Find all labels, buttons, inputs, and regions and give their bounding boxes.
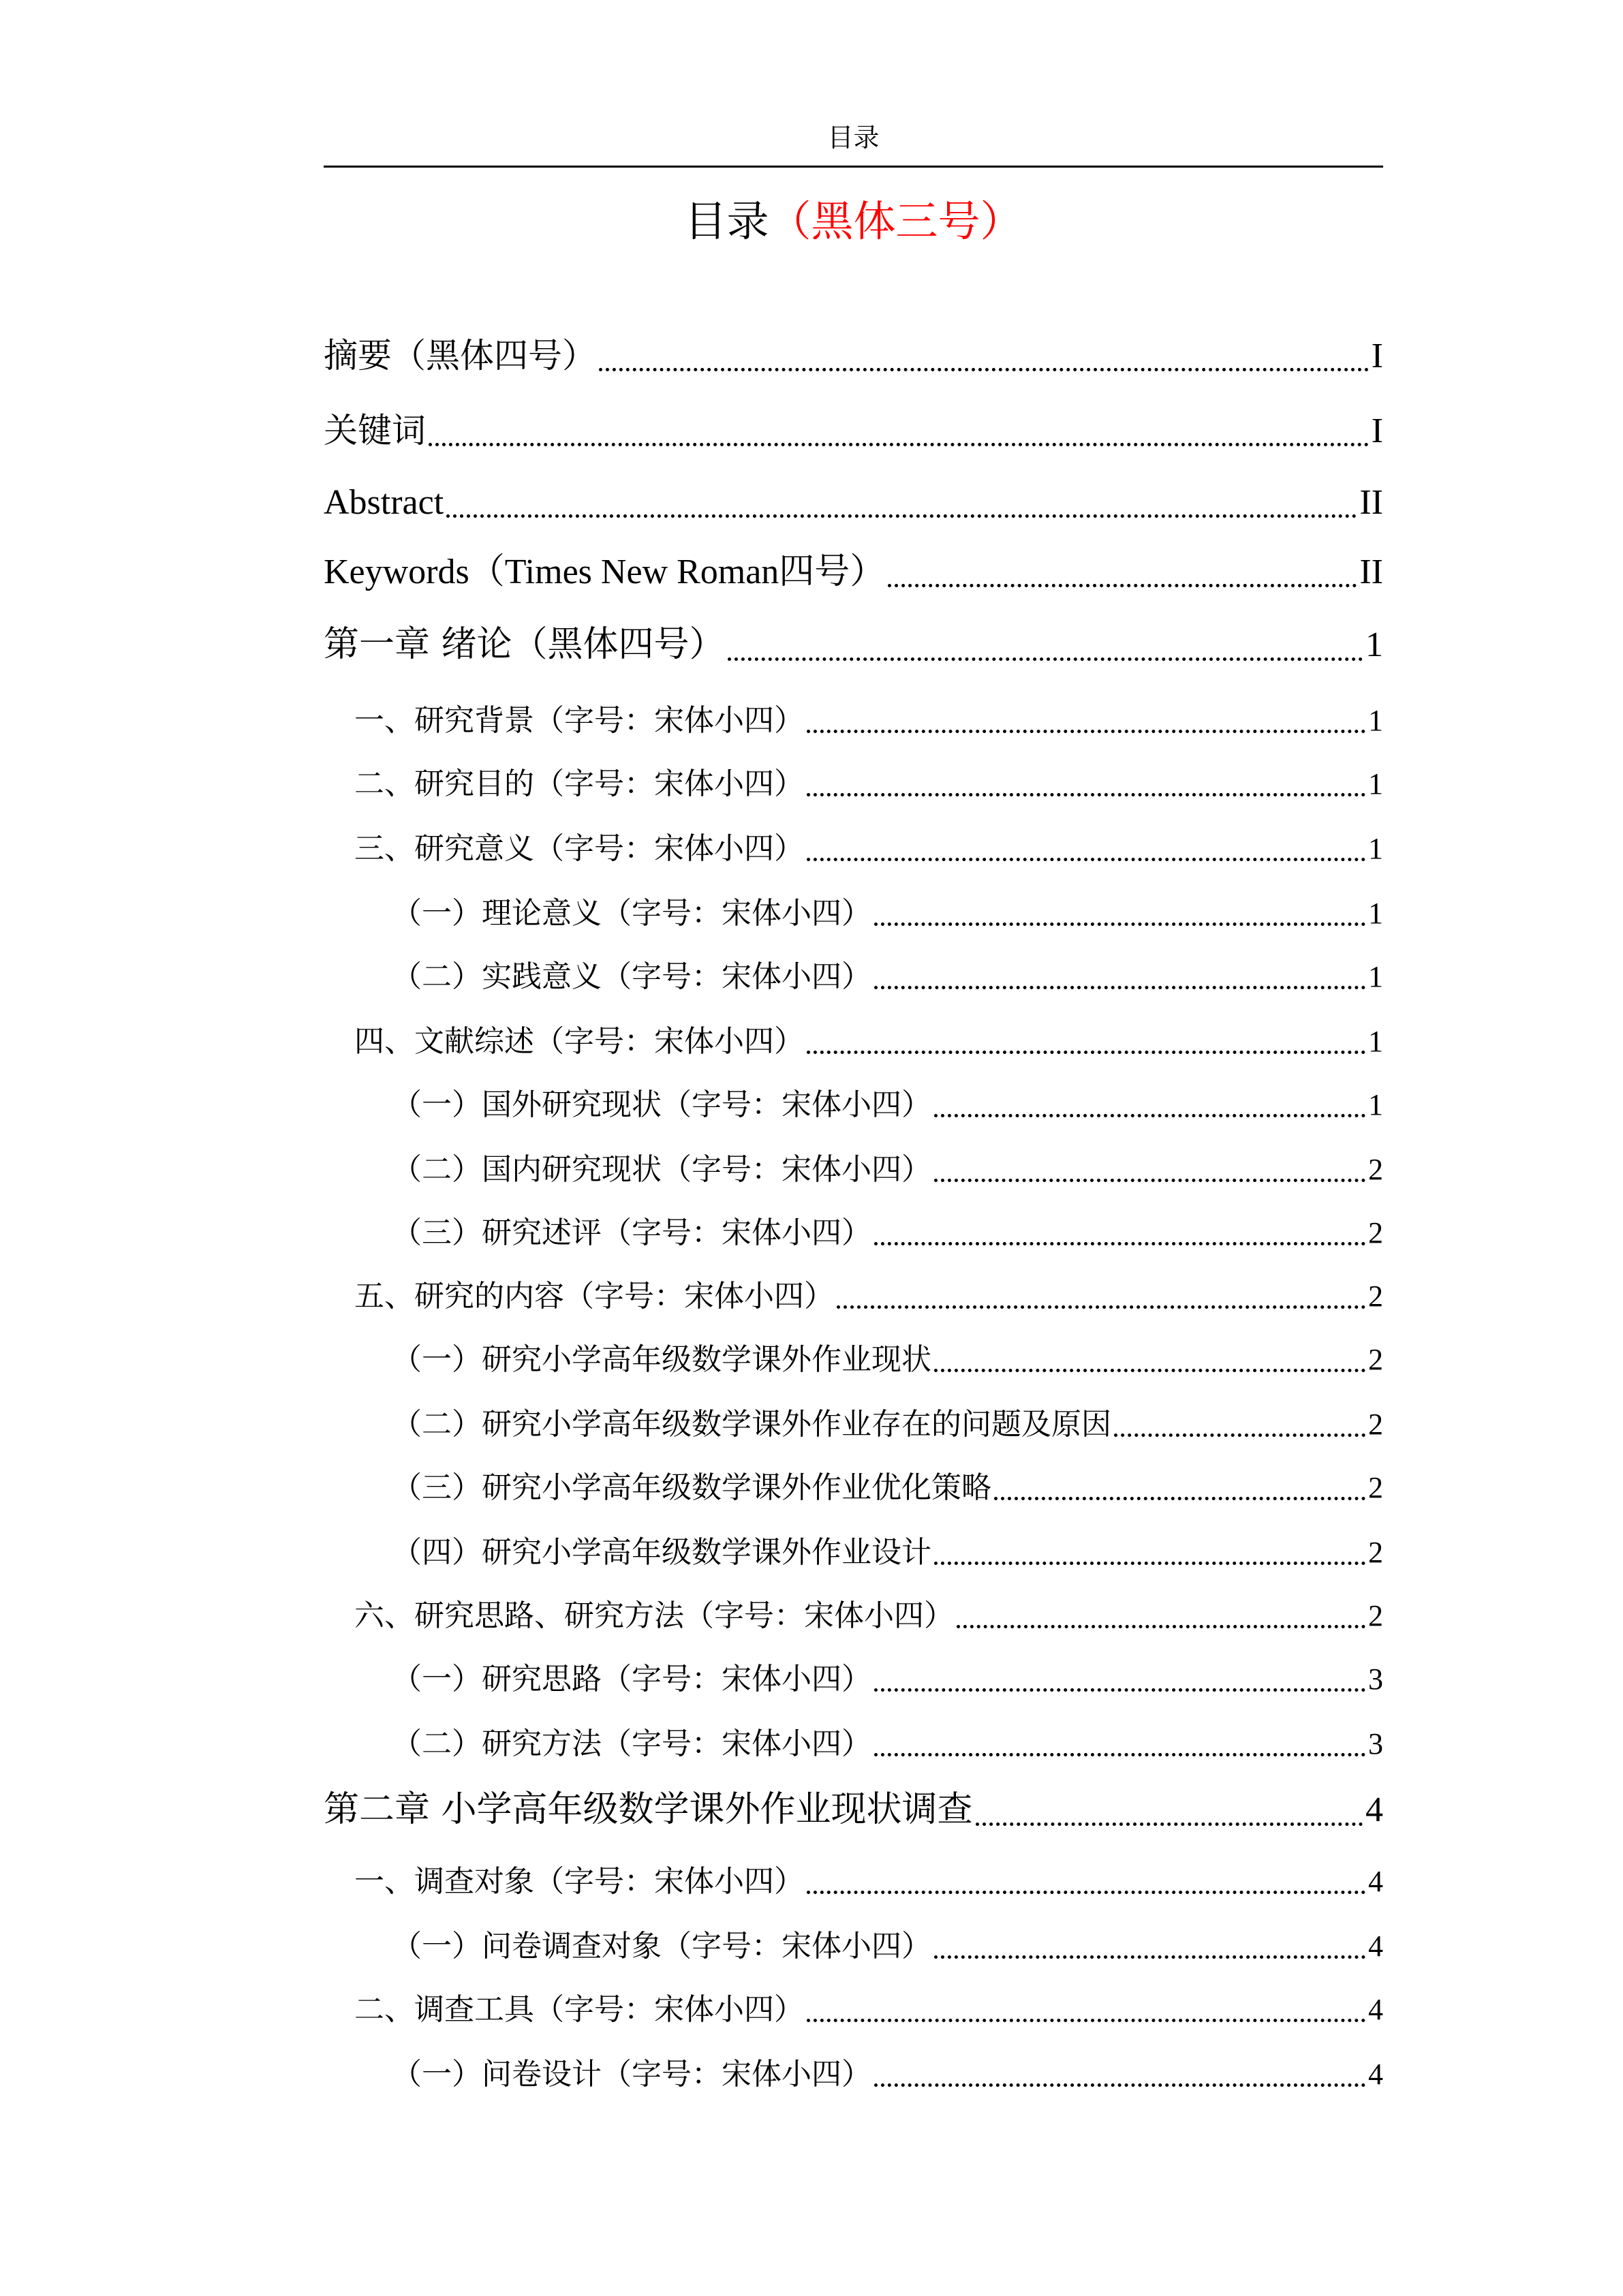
toc-entry-page-number: 2: [1368, 1216, 1383, 1250]
dot-leader: [934, 1179, 1365, 1182]
toc-entry[interactable]: [324, 334, 1383, 378]
toc-entry[interactable]: [324, 1469, 1383, 1507]
toc-entry-label: （三）研究小学高年级数学课外作业优化策略: [392, 1470, 991, 1505]
toc-entry-label: 摘要（黑体四号）: [324, 336, 596, 375]
toc-entry-page-number: 4: [1368, 1929, 1383, 1963]
toc-entry-page-number: 2: [1368, 1279, 1383, 1313]
toc-entry-label: Keywords（Times New Roman四号）: [324, 553, 886, 591]
toc-entry-label: （二）研究方法（字号：宋体小四）: [392, 1726, 871, 1761]
running-header: [324, 121, 1383, 154]
toc-entry[interactable]: [324, 1214, 1383, 1252]
dot-leader: [934, 1369, 1365, 1372]
dot-leader: [599, 368, 1369, 371]
dot-leader: [957, 1625, 1365, 1628]
page-title-main: 目录: [684, 196, 769, 246]
toc-entry-page-number: 1: [1368, 1025, 1383, 1058]
toc-entry-page-number: II: [1359, 483, 1383, 522]
toc-entry-label: 关键词: [324, 411, 426, 450]
toc-entry[interactable]: [324, 765, 1383, 803]
dot-leader: [976, 1822, 1363, 1826]
toc-entry-page-number: 1: [1368, 1088, 1383, 1121]
toc-entry[interactable]: [324, 1023, 1383, 1061]
toc-entry-label: （一）问卷设计（字号：宋体小四）: [392, 2057, 871, 2092]
toc-entry-page-number: II: [1359, 553, 1383, 591]
toc-entry-page-number: 4: [1368, 1865, 1383, 1898]
dot-leader: [874, 1753, 1365, 1756]
toc-entry-page-number: I: [1371, 337, 1383, 375]
toc-entry-label: （一）国外研究现状（字号：宋体小四）: [392, 1087, 931, 1122]
toc-entry-page-number: 4: [1368, 1993, 1383, 2026]
toc-entry-page-number: 4: [1365, 1790, 1383, 1829]
toc-entry[interactable]: [324, 830, 1383, 868]
toc-entry-label: （三）研究述评（字号：宋体小四）: [392, 1215, 871, 1250]
toc-entry-label: 二、调查工具（字号：宋体小四）: [354, 1992, 804, 2027]
dot-leader: [934, 1114, 1365, 1117]
running-header-title: 目录: [827, 123, 880, 153]
dot-leader: [837, 1305, 1365, 1309]
toc-entry-page-number: 1: [1365, 625, 1383, 664]
toc-entry-label: （一）理论意义（字号：宋体小四）: [392, 896, 871, 931]
dot-leader: [874, 2083, 1365, 2087]
dot-leader: [874, 922, 1365, 926]
toc-entry-page-number: 3: [1368, 1662, 1383, 1696]
toc-entry[interactable]: [324, 702, 1383, 740]
toc-entry-label: （一）问卷调查对象（字号：宋体小四）: [392, 1929, 931, 1964]
toc-entry-page-number: 1: [1368, 960, 1383, 993]
toc-entry[interactable]: [324, 1277, 1383, 1316]
toc-entry[interactable]: [324, 1341, 1383, 1379]
toc-entry-label: 三、研究意义（字号：宋体小四）: [354, 831, 804, 866]
toc-entry[interactable]: [324, 958, 1383, 996]
toc-entry-page-number: 1: [1368, 897, 1383, 930]
dot-leader: [807, 1891, 1365, 1894]
page-title: [324, 194, 1383, 249]
toc-entry-label: 四、文献综述（字号：宋体小四）: [354, 1024, 804, 1059]
toc-entry[interactable]: [324, 1086, 1383, 1124]
toc-entry[interactable]: [324, 1597, 1383, 1635]
toc-entry-label: （二）实践意义（字号：宋体小四）: [392, 959, 871, 994]
header-divider: [324, 166, 1383, 168]
page-title-format-note: （黑体三号）: [769, 196, 1023, 246]
toc-entry-label: （一）研究小学高年级数学课外作业现状: [392, 1342, 931, 1377]
toc-entry[interactable]: [324, 1991, 1383, 2029]
toc-entry[interactable]: [324, 1151, 1383, 1189]
toc-entry-label: 五、研究的内容（字号：宋体小四）: [354, 1279, 834, 1314]
toc-entry-page-number: 2: [1368, 1408, 1383, 1441]
dot-leader: [934, 1955, 1365, 1959]
toc-entry-page-number: 2: [1368, 1599, 1383, 1632]
dot-leader: [728, 657, 1363, 661]
toc-entry[interactable]: [324, 622, 1383, 668]
toc-entry-page-number: 2: [1368, 1153, 1383, 1186]
dot-leader: [429, 443, 1369, 446]
toc-entry-page-number: 1: [1368, 767, 1383, 801]
toc-entry-label: 一、研究背景（字号：宋体小四）: [354, 703, 804, 738]
toc-entry-label: 第二章 小学高年级数学课外作业现状调查: [324, 1789, 973, 1830]
dot-leader: [874, 1242, 1365, 1245]
toc-entry[interactable]: [324, 481, 1383, 525]
toc-entry[interactable]: [324, 1787, 1383, 1833]
dot-leader: [807, 793, 1365, 796]
toc-entry-label: 六、研究思路、研究方法（字号：宋体小四）: [354, 1598, 954, 1633]
toc-entry[interactable]: [324, 1534, 1383, 1572]
toc-entry-page-number: 2: [1368, 1343, 1383, 1376]
toc-entry-page-number: 2: [1368, 1536, 1383, 1569]
toc-entry[interactable]: [324, 550, 1383, 594]
toc-entry[interactable]: [324, 2055, 1383, 2094]
dot-leader: [888, 584, 1357, 587]
dot-leader: [807, 1051, 1365, 1054]
toc-entry[interactable]: [324, 895, 1383, 933]
toc-entry-label: （二）国内研究现状（字号：宋体小四）: [392, 1152, 931, 1187]
toc-entry-label: 一、调查对象（字号：宋体小四）: [354, 1864, 804, 1899]
toc-entry[interactable]: [324, 1660, 1383, 1698]
toc-entry-page-number: I: [1371, 412, 1383, 450]
toc-entry[interactable]: [324, 1406, 1383, 1444]
toc-entry[interactable]: [324, 1927, 1383, 1966]
dot-leader: [446, 514, 1357, 518]
toc-entry-label: （一）研究思路（字号：宋体小四）: [392, 1662, 871, 1696]
toc-entry[interactable]: [324, 1725, 1383, 1763]
dot-leader: [934, 1562, 1365, 1565]
dot-leader: [1114, 1433, 1365, 1437]
toc-entry-page-number: 1: [1368, 704, 1383, 737]
toc-entry[interactable]: [324, 1863, 1383, 1901]
dot-leader: [874, 986, 1365, 989]
dot-leader: [807, 858, 1365, 861]
toc-entry-label: 第一章 绪论（黑体四号）: [324, 624, 725, 665]
toc-entry-page-number: 3: [1368, 1727, 1383, 1760]
toc-entry[interactable]: [324, 409, 1383, 453]
toc-entry-label: Abstract: [324, 483, 444, 522]
dot-leader: [874, 1688, 1365, 1692]
dot-leader: [994, 1497, 1365, 1500]
dot-leader: [807, 730, 1365, 733]
toc-entry-page-number: 4: [1368, 2058, 1383, 2091]
toc-entry-page-number: 1: [1368, 832, 1383, 865]
dot-leader: [807, 2019, 1365, 2022]
toc-entry-page-number: 2: [1368, 1471, 1383, 1504]
toc-entry-label: （四）研究小学高年级数学课外作业设计: [392, 1535, 931, 1570]
toc-entry-label: （二）研究小学高年级数学课外作业存在的问题及原因: [392, 1407, 1111, 1442]
toc-entry-label: 二、研究目的（字号：宋体小四）: [354, 766, 804, 801]
